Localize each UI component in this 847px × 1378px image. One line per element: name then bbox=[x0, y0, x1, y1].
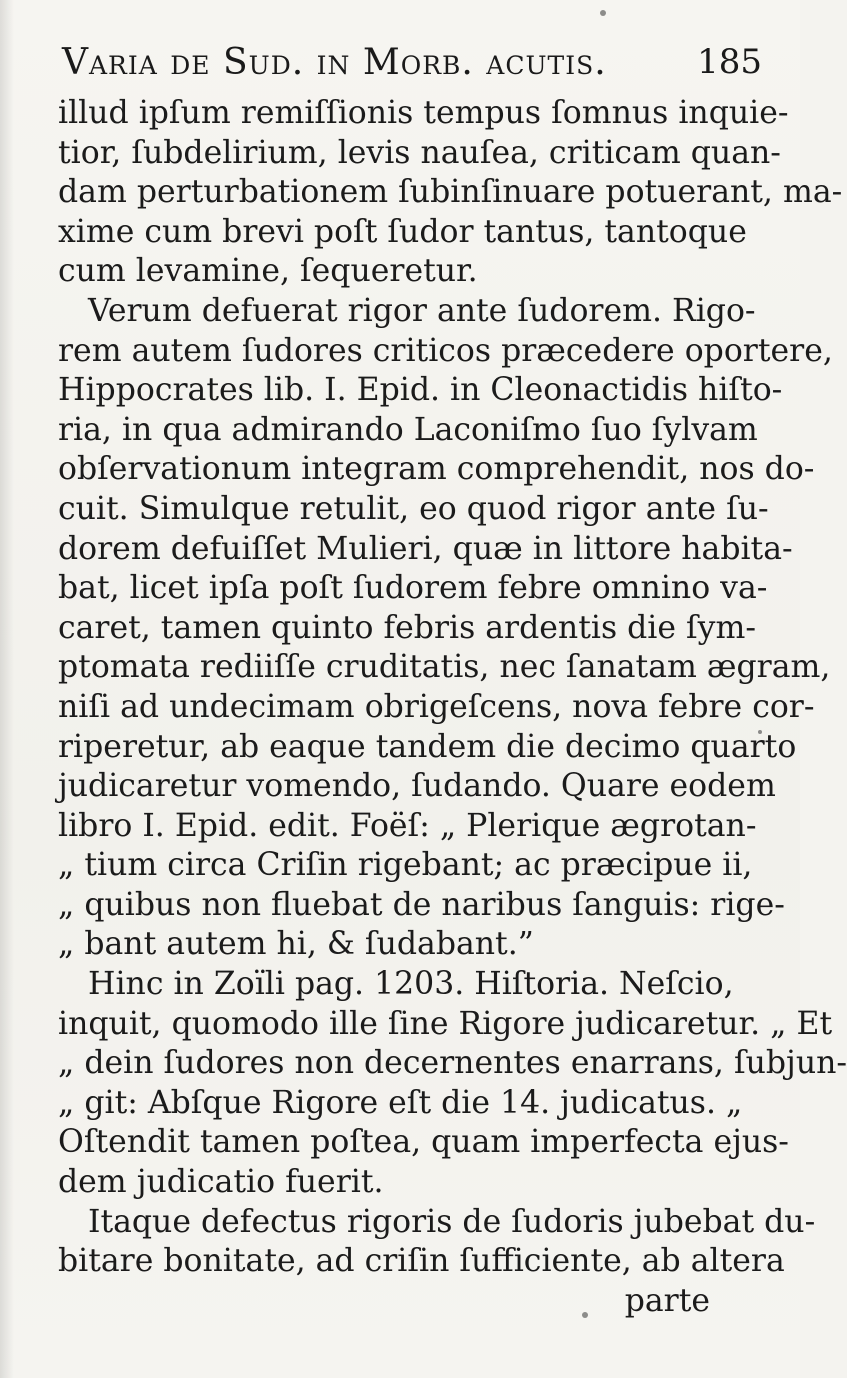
text-line: dam perturbationem ſubinſinuare potuerant, ma- bbox=[58, 174, 843, 211]
text-line: tior, ſubdelirium, levis nauſea, criticam quan- bbox=[58, 134, 781, 171]
text-line: obſervationum integram comprehendit, nos do- bbox=[58, 451, 815, 488]
running-head: Varia de Sud. in Morb. acutis. bbox=[62, 42, 607, 83]
text-line: bitare bonitate, ad criſin ſufficiente, ab altera bbox=[58, 1243, 785, 1280]
text-line: riperetur, ab eaque tandem die decimo quarto bbox=[58, 728, 797, 765]
text-line: caret, tamen quinto febris ardentis die ſym- bbox=[58, 609, 756, 646]
text-line: xime cum brevi poſt ſudor tantus, tantoque bbox=[58, 213, 747, 250]
text-line: Hinc in Zoïli pag. 1203. Hiſtoria. Neſcio, bbox=[88, 966, 734, 1003]
page-header bbox=[62, 42, 762, 92]
page-number: 185 bbox=[697, 42, 762, 82]
text-line: dorem defuiſſet Mulieri, quæ in littore habita- bbox=[58, 530, 793, 567]
text-line: judicaretur vomendo, ſudando. Quare eodem bbox=[58, 768, 776, 805]
text-line: „ quibus non fluebat de naribus ſanguis: rige- bbox=[58, 886, 785, 923]
text-line: dem judicatio fuerit. bbox=[58, 1164, 384, 1201]
text-line: „ tium circa Criſin rigebant; ac præcipue ii, bbox=[58, 847, 753, 884]
text-line: illud ipſum remiſſionis tempus ſomnus inquie- bbox=[58, 95, 789, 131]
text-line: bat, licet ipſa poſt ſudorem febre omnino va- bbox=[58, 570, 768, 607]
text-line: cum levamine, ſequeretur. bbox=[58, 253, 478, 290]
text-line: „ bant autem hi, & ſudabant.” bbox=[58, 926, 534, 963]
text-line: niſi ad undecimam obrigeſcens, nova febre cor- bbox=[58, 688, 815, 725]
catchword: parte bbox=[624, 1282, 710, 1319]
text-line: Hippocrates lib. I. Epid. in Cleonactidis hiſto- bbox=[58, 372, 783, 409]
text-line: inquit, quomodo ille ſine Rigore judicaretur. „ Et bbox=[58, 1005, 833, 1042]
text-line: „ git: Abſque Rigore eſt die 14. judicatus. „ bbox=[58, 1084, 743, 1121]
text-line: Verum defuerat rigor ante ſudorem. Rigo- bbox=[88, 292, 756, 329]
text-line: libro I. Epid. edit. Foëſ: „ Plerique ægrotan- bbox=[58, 807, 757, 844]
text-line: ria, in qua admirando Laconiſmo ſuo ſylvam bbox=[58, 411, 758, 448]
page-edge-shadow bbox=[0, 0, 14, 1378]
text-line: cuit. Simulque retulit, eo quod rigor ante ſu- bbox=[58, 490, 769, 527]
ink-speck bbox=[600, 10, 606, 16]
body-text bbox=[58, 94, 847, 1321]
text-line: ptomata rediiſſe cruditatis, nec ſanatam ægram, bbox=[58, 649, 831, 686]
text-line: Oſtendit tamen poſtea, quam imperfecta ejus- bbox=[58, 1124, 789, 1161]
text-line: „ dein ſudores non decernentes enarrans, ſubjun- bbox=[58, 1045, 847, 1082]
text-line: Itaque defectus rigoris de ſudoris jubebat du- bbox=[88, 1203, 816, 1240]
text-line: rem autem ſudores criticos præcedere oportere, bbox=[58, 332, 833, 369]
